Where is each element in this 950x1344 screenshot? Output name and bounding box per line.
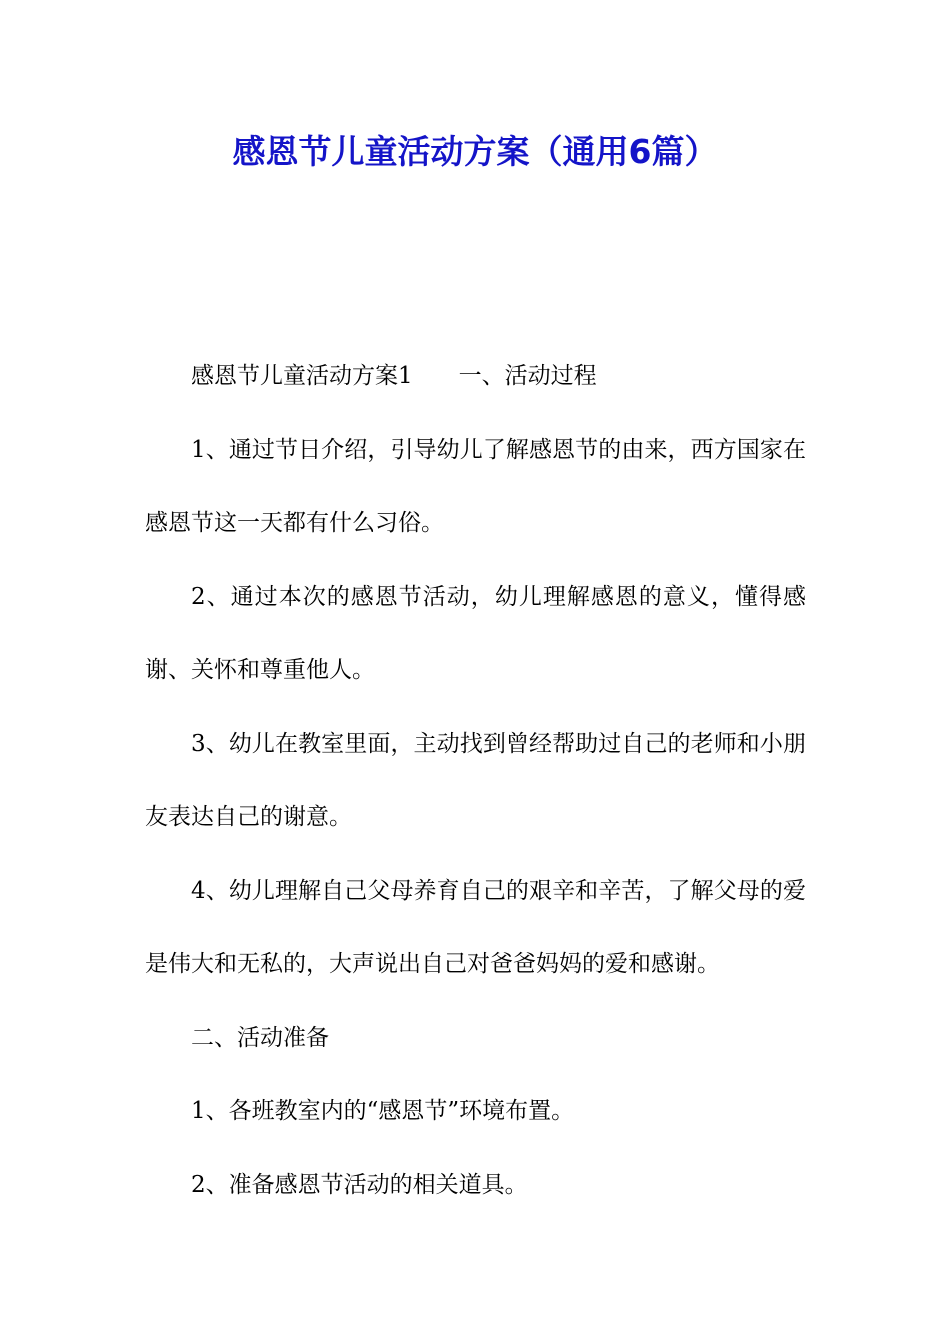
paragraph: 4、幼儿理解自己父母养育自己的艰辛和辛苦，了解父母的爱是伟大和无私的，大声说出自己对爸爸妈妈的爱和感谢。: [145, 877, 806, 977]
paragraph: 3、幼儿在教室里面，主动找到曾经帮助过自己的老师和小朋友表达自己的谢意。: [145, 730, 806, 830]
document-body: [145, 340, 806, 1222]
paragraph: 2、准备感恩节活动的相关道具。: [191, 1171, 528, 1198]
section-title: 一、活动过程: [458, 363, 597, 389]
section-heading: [145, 340, 806, 414]
paragraph: 1、通过节日介绍，引导幼儿了解感恩节的由来，西方国家在感恩节这一天都有什么习俗。: [145, 436, 806, 536]
section-heading: 二、活动准备: [191, 1024, 329, 1051]
plan-heading: 感恩节儿童活动方案1: [191, 363, 413, 389]
paragraph: 1、各班教室内的“感恩节”环境布置。: [191, 1098, 575, 1124]
paragraph: 2、通过本次的感恩节活动，幼儿理解感恩的意义，懂得感谢、关怀和尊重他人。: [145, 583, 806, 683]
document-title: 感恩节儿童活动方案（通用6篇）: [232, 132, 718, 171]
